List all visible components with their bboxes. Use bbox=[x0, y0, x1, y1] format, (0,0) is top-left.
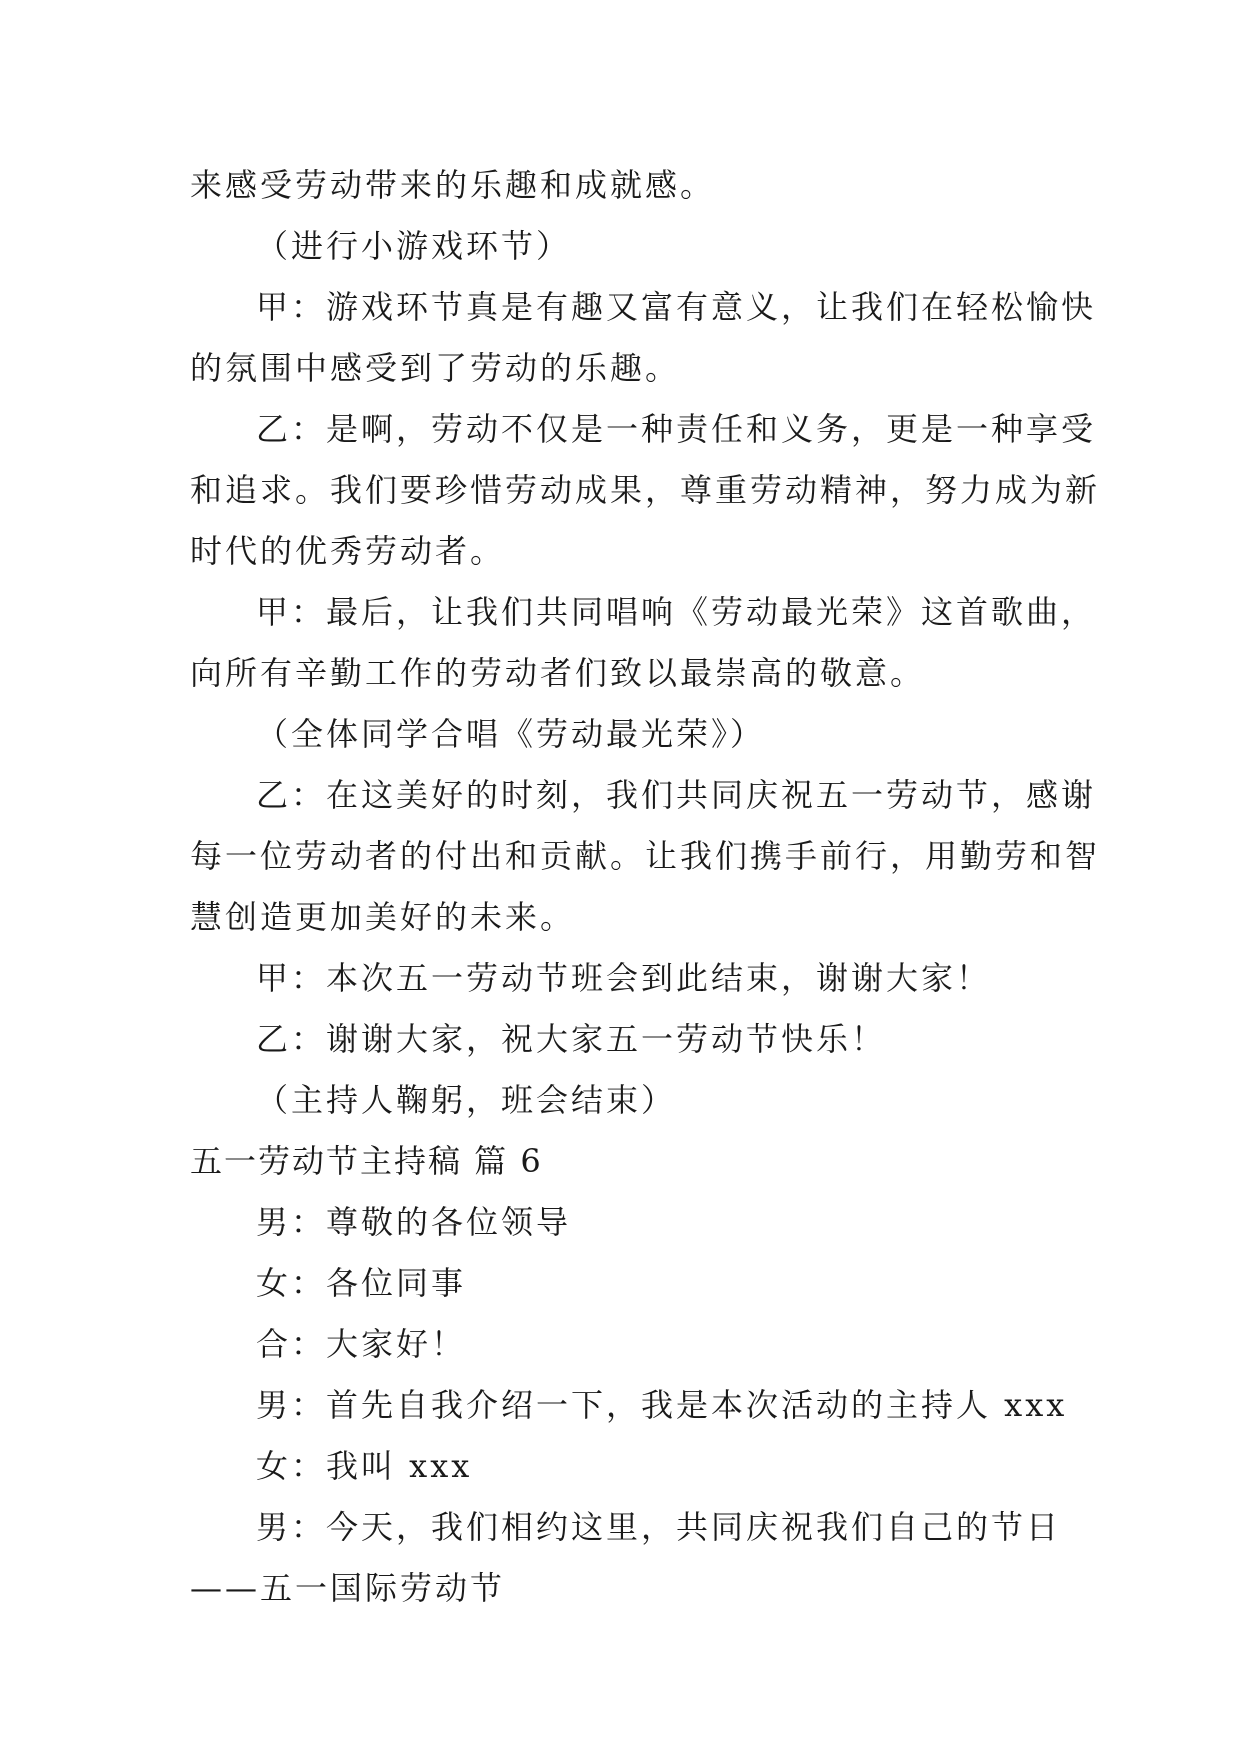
paragraph-line: 向所有辛勤工作的劳动者们致以最崇高的敬意。 bbox=[190, 654, 926, 692]
dialogue-line-yi: 乙：谢谢大家，祝大家五一劳动节快乐！ bbox=[256, 1020, 887, 1058]
stage-direction: （主持人鞠躬，班会结束） bbox=[256, 1081, 677, 1119]
section-heading: 五一劳动节主持稿 篇 6 bbox=[190, 1142, 543, 1180]
paragraph-line: 来感受劳动带来的乐趣和成就感。 bbox=[190, 166, 716, 204]
dialogue-line-male: 男：今天，我们相约这里，共同庆祝我们自己的节日 bbox=[256, 1508, 1062, 1546]
dialogue-line-female: 女：我叫 xxx bbox=[256, 1447, 473, 1485]
dialogue-line-male: 男：尊敬的各位领导 bbox=[256, 1203, 572, 1241]
dialogue-line-jia: 甲：本次五一劳动节班会到此结束，谢谢大家！ bbox=[256, 959, 992, 997]
stage-direction: （全体同学合唱《劳动最光荣》） bbox=[256, 715, 766, 753]
paragraph-line: 的氛围中感受到了劳动的乐趣。 bbox=[190, 349, 681, 387]
paragraph-line: 每一位劳动者的付出和贡献。让我们携手前行，用勤劳和智 bbox=[190, 837, 1101, 875]
paragraph-line: ——五一国际劳动节 bbox=[190, 1569, 506, 1607]
dialogue-line-yi: 乙：在这美好的时刻，我们共同庆祝五一劳动节，感谢 bbox=[256, 776, 1097, 814]
paragraph-line: 时代的优秀劳动者。 bbox=[190, 532, 506, 570]
paragraph-line: 和追求。我们要珍惜劳动成果，尊重劳动精神，努力成为新 bbox=[190, 471, 1101, 509]
paragraph-line: 慧创造更加美好的未来。 bbox=[190, 898, 576, 936]
dialogue-line-jia: 甲：最后，让我们共同唱响《劳动最光荣》这首歌曲， bbox=[256, 593, 1097, 631]
dialogue-line-male: 男：首先自我介绍一下，我是本次活动的主持人 xxx bbox=[256, 1386, 1068, 1424]
dialogue-line-yi: 乙：是啊，劳动不仅是一种责任和义务，更是一种享受 bbox=[256, 410, 1097, 448]
dialogue-line-jia: 甲：游戏环节真是有趣又富有意义，让我们在轻松愉快 bbox=[256, 288, 1097, 326]
dialogue-line-together: 合：大家好！ bbox=[256, 1325, 467, 1363]
dialogue-line-female: 女：各位同事 bbox=[256, 1264, 467, 1302]
stage-direction: （进行小游戏环节） bbox=[256, 227, 572, 265]
document-body bbox=[190, 155, 1101, 1619]
